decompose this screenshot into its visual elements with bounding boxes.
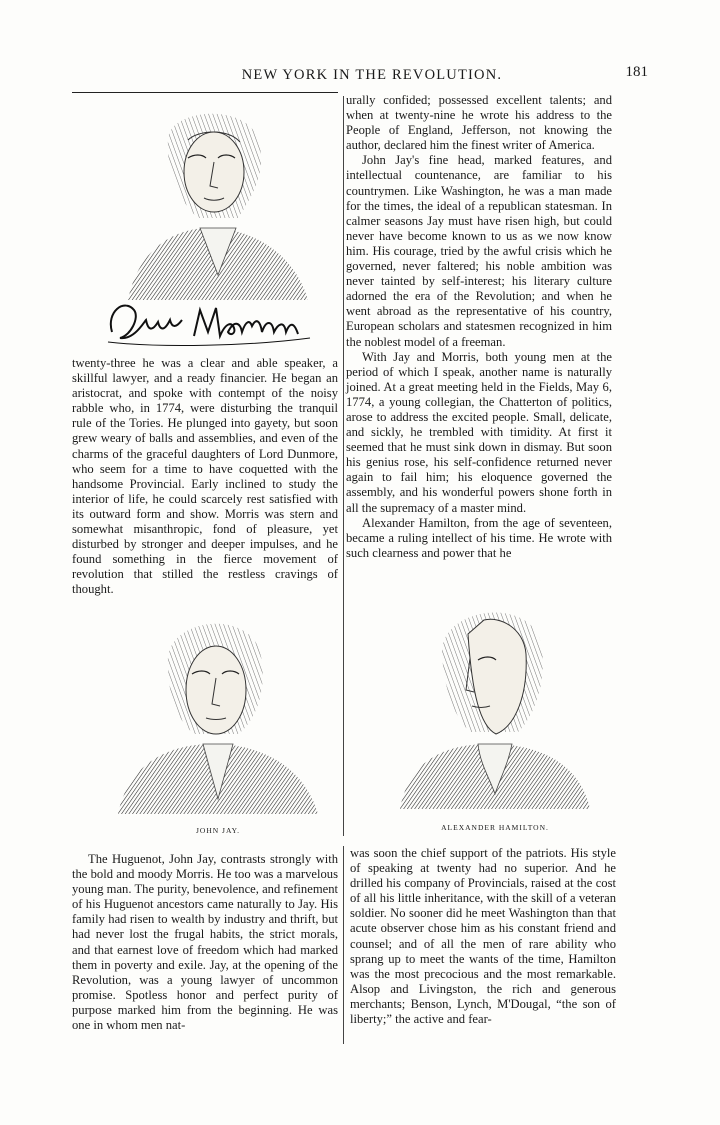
- page-number: 181: [625, 64, 648, 80]
- hamilton-caption: ALEXANDER HAMILTON.: [441, 823, 549, 832]
- text-column-left-bottom: [72, 852, 338, 1033]
- page-header: [72, 64, 672, 86]
- running-title: NEW YORK IN THE REVOLUTION.: [241, 67, 503, 83]
- header-rule: [72, 92, 338, 93]
- paragraph: John Jay's fine head, marked features, and intellectual countenance, are familiar to his countrymen. Like Washington, he was a man made for the times, the ideal of a republican statesman. In calmer seasons Jay must have risen high, but could never have become known to us as we now know him. His courage, tried by the awful crisis which he governed, never faltered; his noble ambition was never tainted by self-interest; his literary culture adorned the era of the Revolution; and when he went abroad as the representative of his country, European scholars and statesmen recognized in him the noblest model of a freeman.: [346, 153, 612, 349]
- text-column-right-top: [346, 93, 612, 561]
- text-column-right-bottom: [350, 846, 616, 1027]
- text-column-left-top: [72, 356, 338, 598]
- paragraph: twenty-three he was a clear and able speaker, a skillful lawyer, and a ready financier. He began an aristocrat, and spoke with contempt of the noisy rabble who, in 1774, were disturbing the tranquil rule of the Tories. He plunged into gayety, but soon grew weary of balls and assemblies, and even of the charms of the graceful daughters of Lord Dunmore, who seem for a time to have coquetted with the handsome Provincial. Early inclined to study the interior of life, he could scarcely rest satisfied with its outward form and show. Morris was stern and somewhat misanthropic, fond of pleasure, yet disturbed by stronger and deeper impulses, and he found something in the fierce movement of revolution that stilled the restless cravings of thought.: [72, 356, 338, 597]
- morris-portrait: [118, 100, 318, 300]
- paragraph: urally confided; possessed excellent talents; and when at twenty-nine he wrote his address to the People of England, Jefferson, not knowing the author, declared him the finest writer of America.: [346, 93, 612, 153]
- paragraph: was soon the chief support of the patriots. His style of speaking at twenty had no superior. And he drilled his company of Provincials, raised at the cost of all his little inheritance, with the skill of a veteran soldier. No sooner did he meet Washington than that acute observer chose him as his constant friend and counsel; and of all the men of rare ability who sprang up to meet the wants of the time, Hamilton was the most precocious and the most remarkable. Alsop and Livingston, the rich and generous merchants; Benson, Lynch, M'Dougal, “the son of liberty;” the active and fear-: [350, 846, 616, 1027]
- jay-caption: JOHN JAY.: [195, 826, 240, 835]
- paragraph: Alexander Hamilton, from the age of seventeen, became a ruling intellect of his time. He wrote with such clearness and power that he: [346, 515, 612, 560]
- morris-signature: [100, 292, 320, 350]
- jay-portrait: [118, 604, 318, 814]
- paragraph: The Huguenot, John Jay, contrasts strongly with the bold and moody Morris. He too was a marvelous young man. The purity, benevolence, and refinement of his Huguenot ancestors came naturally to Jay. His family had risen to wealth by industry and thrift, but had never lost the frugal habits, the strict morals, and that earnest love of freedom which had marked them in poverty and exile. Jay, at the opening of the Revolution, was a young lawyer of uncommon promise. Spotless honor and perfect purity of purpose marked him from the beginning. He was one in whom men nat-: [72, 852, 338, 1033]
- paragraph: With Jay and Morris, both young men at the period of which I speak, another name is naturally joined. At a great meeting held in the Fields, May 6, 1774, a young collegian, the Chatterton of politics, arose to address the excited people. Small, delicate, and sickly, he trembled with timidity. At first it seemed that he must sink down in dismay. But soon his genius rose, his self-confidence returned never again to fail him; his eloquence governed the assembly, and his wonderful powers shone forth in all the supremacy of a master mind.: [346, 349, 612, 515]
- column-divider-top: [343, 96, 344, 836]
- hamilton-portrait: [400, 594, 590, 809]
- column-divider-bottom: [343, 846, 344, 1044]
